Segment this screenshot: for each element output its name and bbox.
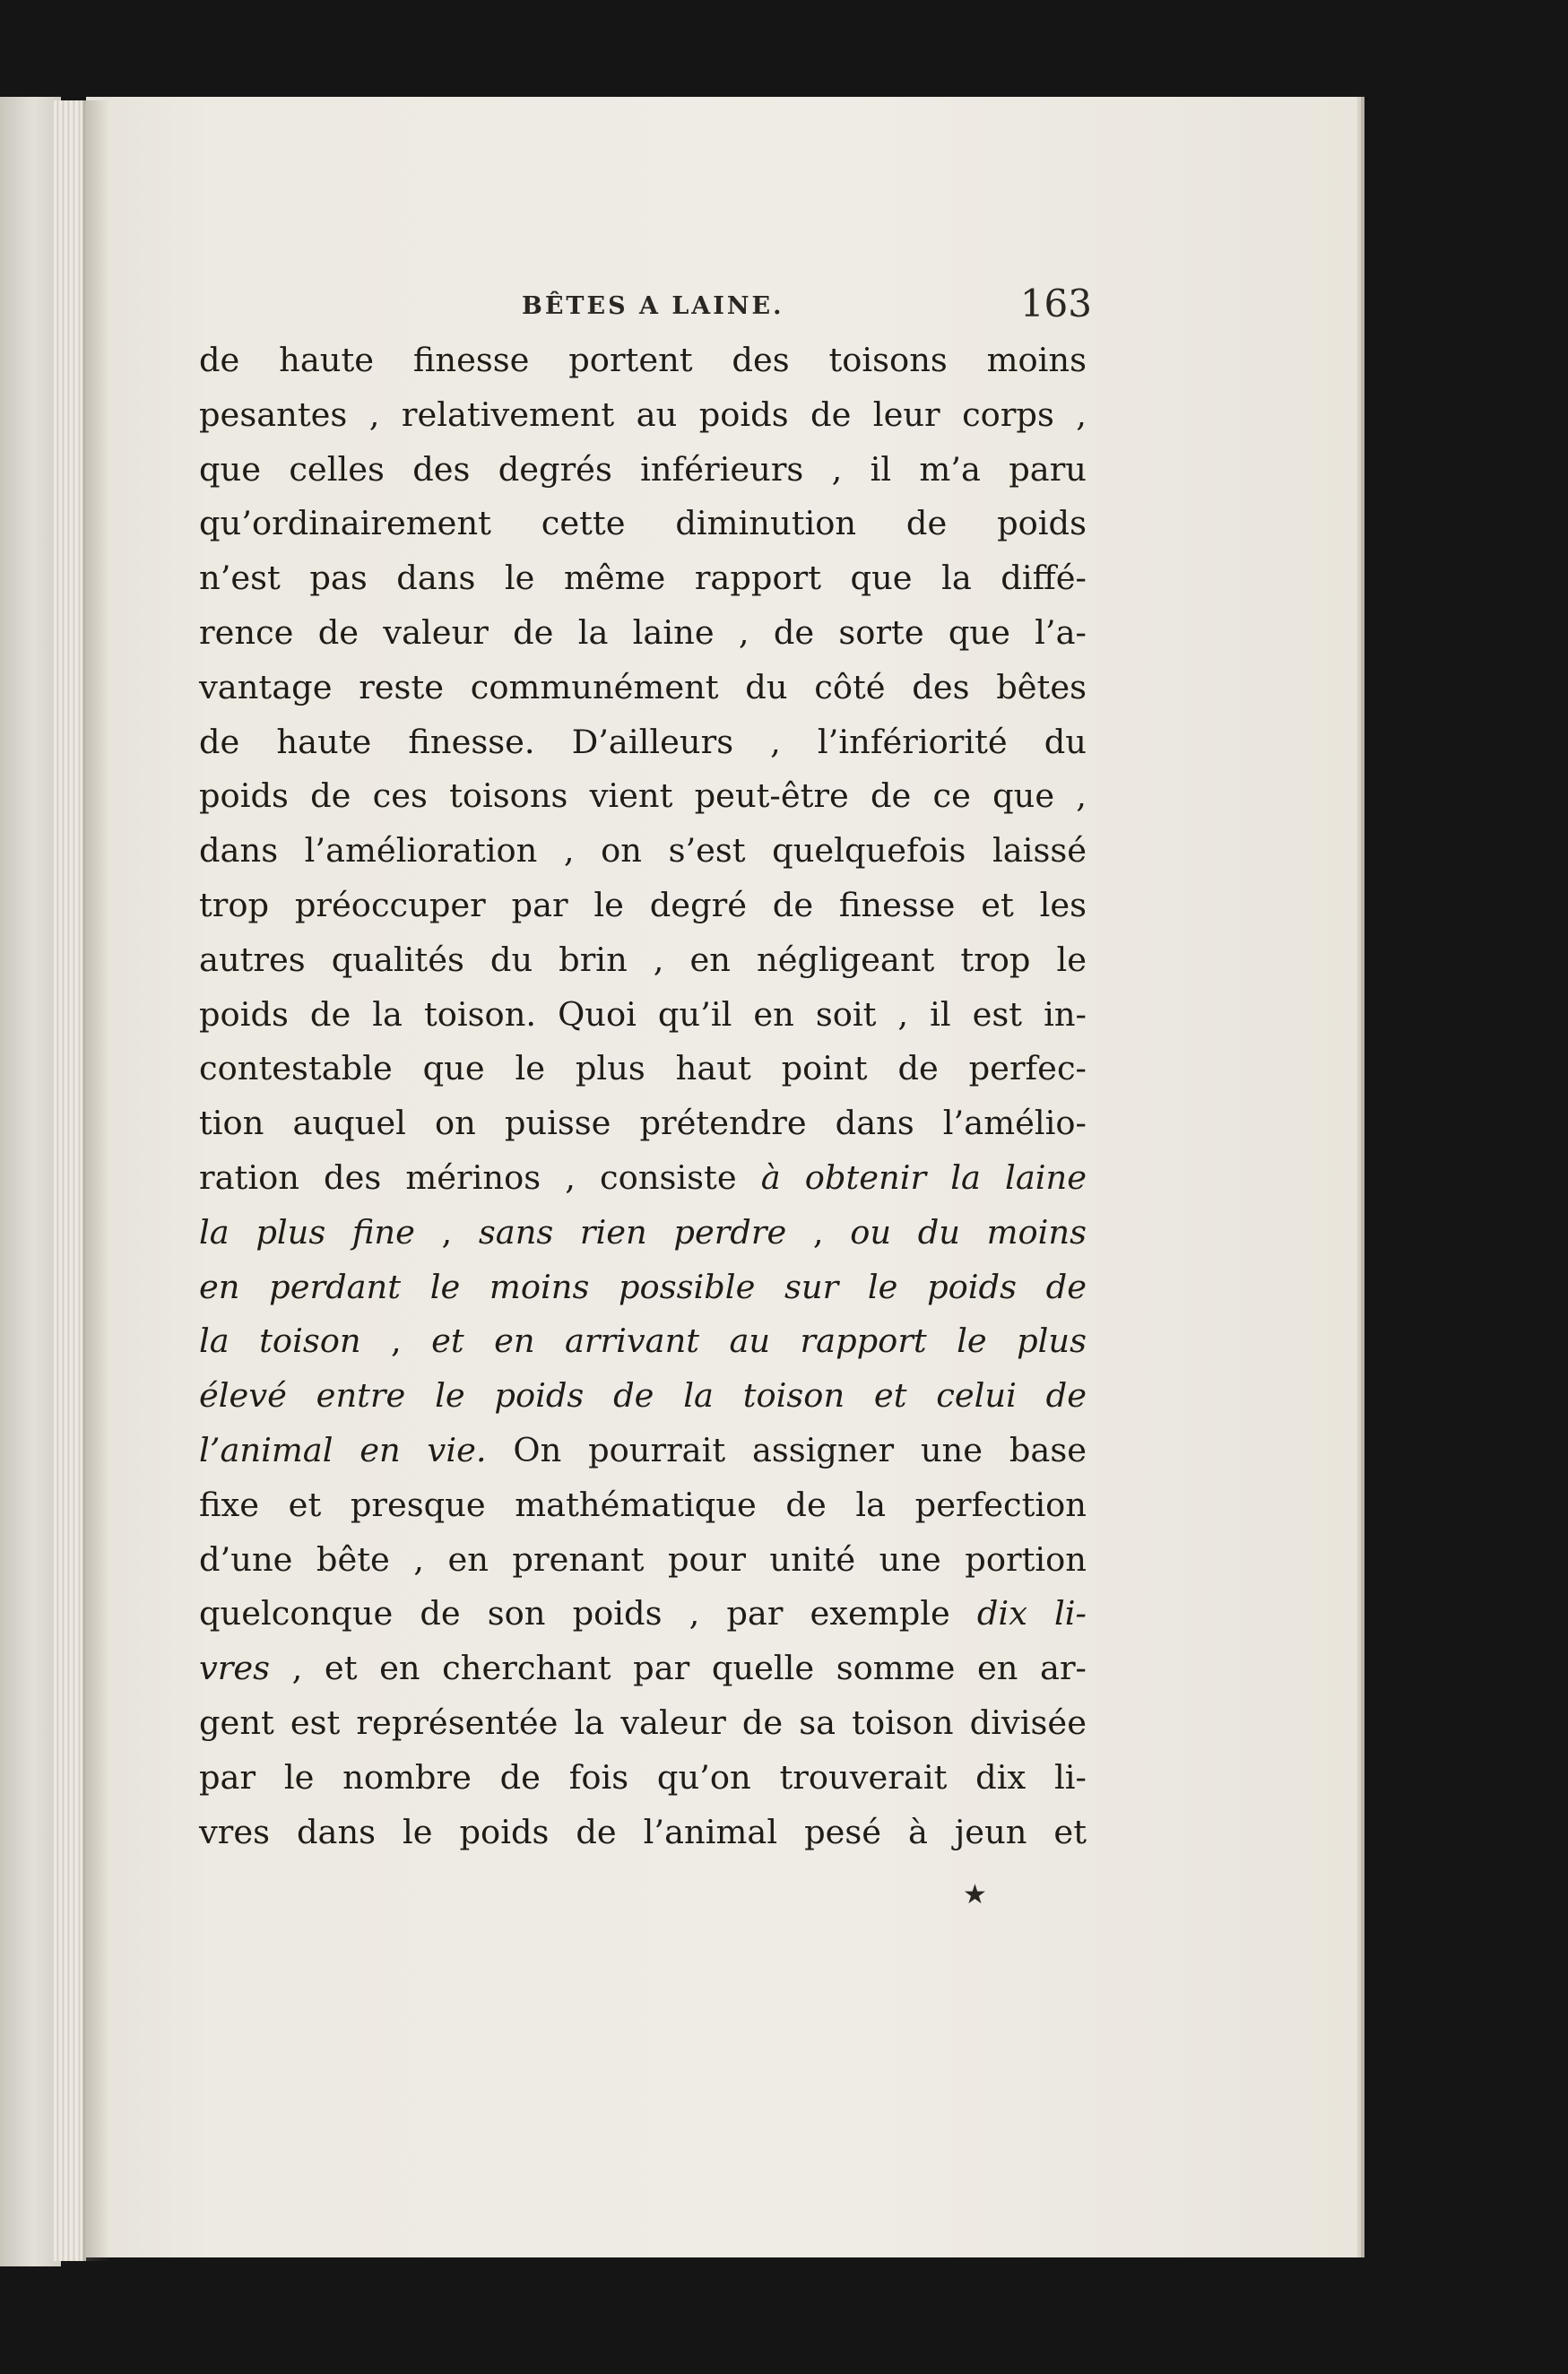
text-span: n’est pas dans le même rapport que la diffé- bbox=[199, 559, 1087, 598]
text-span: d’une bête , en prenant pour unité une portion bbox=[199, 1539, 1087, 1579]
text-line bbox=[199, 1424, 1087, 1478]
signature-mark: ★ bbox=[963, 1879, 987, 1910]
text-span: tion auquel on puisse prétendre dans l’amélio- bbox=[199, 1104, 1087, 1143]
text-line bbox=[199, 1806, 1087, 1860]
text-line bbox=[199, 334, 1087, 388]
text-span: , et en cherchant par quelle somme en ar- bbox=[270, 1649, 1087, 1688]
text-line bbox=[199, 1151, 1087, 1206]
text-line bbox=[199, 1751, 1087, 1806]
text-span: fixe et presque mathématique de la perfection bbox=[199, 1485, 1087, 1524]
text-span: de haute finesse portent des toisons moins bbox=[199, 341, 1087, 379]
text-line bbox=[199, 769, 1087, 824]
text-line bbox=[199, 661, 1087, 715]
text-line bbox=[199, 388, 1087, 443]
text-line bbox=[199, 879, 1087, 933]
text-span: de haute finesse. D’ailleurs , l’infériorité du bbox=[199, 722, 1087, 761]
text-span: quelconque de son poids , par exemple bbox=[199, 1594, 977, 1633]
text-span: rence de valeur de la laine , de sorte que l’a- bbox=[199, 612, 1087, 652]
page-header bbox=[522, 282, 1092, 339]
page-number: 163 bbox=[1019, 282, 1092, 325]
text-span: On pourrait assigner une base bbox=[486, 1430, 1087, 1469]
text-span: trop préoccuper par le degré de finesse et les bbox=[199, 885, 1087, 924]
text-line bbox=[199, 1587, 1087, 1642]
italic-text: l’animal en vie. bbox=[199, 1430, 487, 1469]
text-span: vantage reste communément du côté des bêtes bbox=[199, 667, 1087, 706]
text-line bbox=[199, 1696, 1087, 1751]
text-line bbox=[199, 1261, 1087, 1315]
text-span: , bbox=[360, 1321, 432, 1361]
text-line bbox=[199, 1096, 1087, 1151]
italic-text: à obtenir la laine bbox=[760, 1157, 1087, 1197]
text-line bbox=[199, 1042, 1087, 1096]
text-span: poids de ces toisons vient peut-être de ce que , bbox=[199, 776, 1087, 816]
text-line bbox=[199, 551, 1087, 606]
text-span: gent est représentée la valeur de sa toison divisée bbox=[199, 1703, 1087, 1742]
running-head: BÊTES A LAINE. bbox=[522, 292, 784, 320]
text-span: vres dans le poids de l’animal pesé à jeun et bbox=[199, 1812, 1087, 1851]
page-stack-edges bbox=[54, 100, 86, 2261]
text-line bbox=[199, 1206, 1087, 1261]
text-span: ration des mérinos , consiste bbox=[199, 1157, 761, 1197]
text-line bbox=[199, 933, 1087, 988]
text-line bbox=[199, 824, 1087, 879]
italic-text: et en arrivant au rapport le plus bbox=[431, 1321, 1087, 1361]
text-span: par le nombre de fois qu’on trouverait dix li- bbox=[199, 1757, 1087, 1797]
text-line bbox=[199, 443, 1087, 498]
text-line bbox=[199, 1533, 1087, 1588]
text-line bbox=[199, 1478, 1087, 1533]
facing-page-edge bbox=[0, 97, 61, 2266]
text-line bbox=[199, 1369, 1087, 1424]
italic-text: la toison bbox=[199, 1321, 361, 1361]
italic-text: sans rien perdre bbox=[478, 1212, 787, 1252]
text-span: contestable que le plus haut point de perfec- bbox=[199, 1049, 1087, 1088]
text-span: poids de la toison. Quoi qu’il en soit , il est in- bbox=[199, 994, 1087, 1034]
text-span: , bbox=[414, 1212, 479, 1252]
text-span: pesantes , relativement au poids de leur corps , bbox=[199, 394, 1087, 434]
text-span: qu’ordinairement cette diminution de poids bbox=[199, 504, 1087, 543]
italic-text: en perdant le moins possible sur le poids de bbox=[199, 1267, 1087, 1306]
text-line bbox=[199, 988, 1087, 1043]
text-line bbox=[199, 497, 1087, 551]
italic-text: dix li- bbox=[976, 1594, 1087, 1633]
text-span: que celles des degrés inférieurs , il m’a paru bbox=[199, 449, 1087, 489]
text-span: autres qualités du brin , en négligeant trop le bbox=[199, 940, 1087, 979]
body-text bbox=[199, 334, 1087, 1859]
italic-text: élevé entre le poids de la toison et celui de bbox=[199, 1376, 1087, 1416]
text-span: dans l’amélioration , on s’est quelquefois laissé bbox=[199, 831, 1087, 871]
text-line bbox=[199, 715, 1087, 770]
italic-text: vres bbox=[199, 1649, 271, 1688]
spine-shadow bbox=[82, 100, 109, 2261]
italic-text: ou du moins bbox=[850, 1212, 1087, 1252]
text-line bbox=[199, 1642, 1087, 1696]
text-line bbox=[199, 1314, 1087, 1369]
italic-text: la plus fine bbox=[199, 1212, 415, 1252]
text-line bbox=[199, 606, 1087, 661]
text-span: , bbox=[786, 1212, 851, 1252]
